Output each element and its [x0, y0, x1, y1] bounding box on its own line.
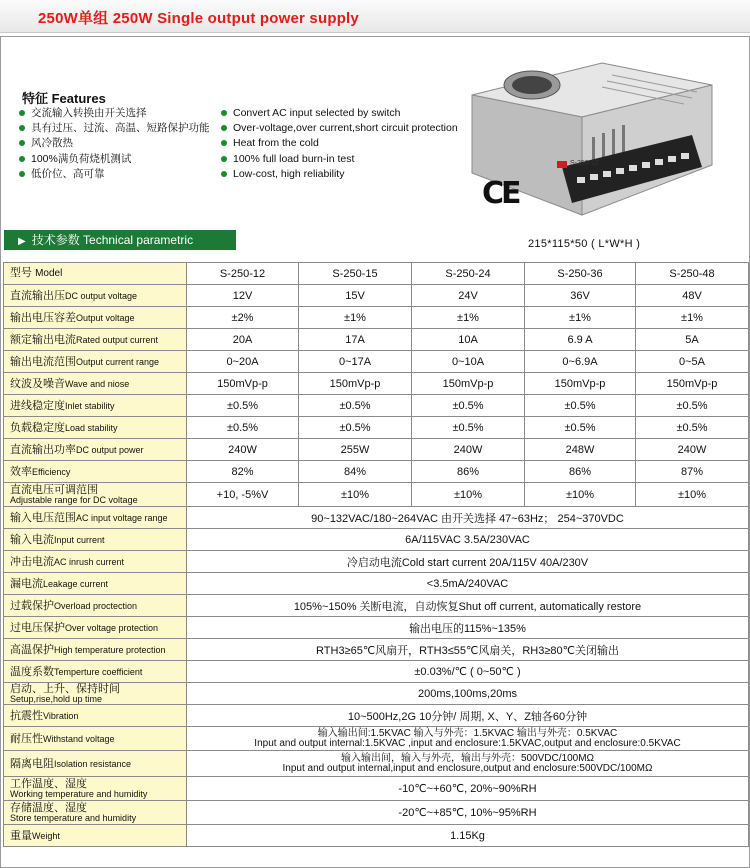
table-row — [4, 825, 749, 847]
value-cell: 15V — [299, 285, 412, 307]
row-label — [4, 751, 187, 777]
row-label-cn: 直流输出压 — [10, 289, 65, 302]
row-label — [4, 395, 187, 417]
row-label-cn: 存储温度、湿度 — [10, 801, 87, 814]
row-label-en: Store temperature and humidity — [10, 812, 137, 823]
value-cell: 82% — [187, 461, 299, 483]
value-cell: ±0.5% — [187, 395, 299, 417]
row-label — [4, 727, 187, 751]
row-label-en: Adjustable range for DC voltage — [10, 494, 138, 505]
value-cell: 36V — [525, 285, 636, 307]
row-label — [4, 507, 187, 529]
value-cell: 10A — [412, 329, 525, 351]
value-cell: 48V — [636, 285, 749, 307]
row-label — [4, 417, 187, 439]
table-row — [4, 573, 749, 595]
feature-item: 100%满负荷烧机测试 — [18, 152, 210, 167]
table-row — [4, 705, 749, 727]
feature-item: Over-voltage,over current,short circuit protection — [220, 121, 458, 136]
row-label — [4, 373, 187, 395]
value-cell: ±0.5% — [412, 395, 525, 417]
table-row — [4, 801, 749, 825]
value-cell: 87% — [636, 461, 749, 483]
row-label — [4, 683, 187, 705]
feature-item: Low-cost, high reliability — [220, 167, 458, 182]
row-label-en: Setup,rise,hold up time — [10, 693, 103, 704]
row-label — [4, 801, 187, 825]
row-label — [4, 483, 187, 507]
row-label-cn: 启动、上升、保持时间 — [10, 682, 120, 695]
value-cell: ±10% — [636, 483, 749, 507]
table-row — [4, 507, 749, 529]
feature-item: Heat from the cold — [220, 136, 458, 151]
value-cell: ±2% — [187, 307, 299, 329]
value-cell: 12V — [187, 285, 299, 307]
row-label-cn: 效率 — [10, 465, 32, 478]
value-cell: ±1% — [636, 307, 749, 329]
row-label-en: Model — [35, 268, 63, 279]
row-label-en: Load stability — [65, 422, 118, 433]
value-line: 输入输出间:1.5KVAC 输入与外壳：1.5KVAC 输出与外壳：0.5KVAC — [317, 727, 618, 739]
merged-value-cell: 输出电压的115%~135% — [187, 617, 749, 639]
value-cell: 0~6.9A — [525, 351, 636, 373]
table-row — [4, 439, 749, 461]
table-row — [4, 617, 749, 639]
model-cell: S-250-48 — [636, 263, 749, 285]
model-cell: S-250-15 — [299, 263, 412, 285]
merged-value-cell: -20℃~+85℃, 10%~95%RH — [187, 801, 749, 825]
row-label-cn: 温度系数 — [10, 665, 54, 678]
value-line: 输入输出间，输入与外壳，输出与外壳：500VDC/100MΩ — [340, 752, 595, 764]
value-line: Input and output internal:1.5KVAC ,input and enclosure:1.5KVAC,output and enclosure:0.5KVAC — [254, 737, 681, 749]
value-cell: ±10% — [299, 483, 412, 507]
row-label-en: Rated output current — [76, 334, 159, 345]
value-cell: 17A — [299, 329, 412, 351]
value-cell: 240W — [412, 439, 525, 461]
row-label — [4, 617, 187, 639]
table-row — [4, 483, 749, 507]
value-cell: 86% — [412, 461, 525, 483]
feature-item: 低价位、高可靠 — [18, 167, 210, 182]
row-label-en: High temperature protection — [54, 644, 166, 655]
value-cell: ±10% — [412, 483, 525, 507]
value-cell: 84% — [299, 461, 412, 483]
row-label — [4, 661, 187, 683]
table-row — [4, 595, 749, 617]
row-label — [4, 285, 187, 307]
row-label-en: Over voltage protection — [65, 622, 159, 633]
features-list-cn — [18, 106, 210, 182]
row-label-cn: 冲击电流 — [10, 555, 54, 568]
merged-value-cell — [187, 751, 749, 777]
page-banner — [0, 0, 750, 33]
row-label-cn: 工作温度、湿度 — [10, 777, 87, 790]
table-row — [4, 551, 749, 573]
merged-value-cell — [187, 727, 749, 751]
table-row — [4, 285, 749, 307]
merged-value-cell: -10℃~+60℃, 20%~90%RH — [187, 777, 749, 801]
row-label-cn: 重量 — [10, 829, 32, 842]
table-row — [4, 351, 749, 373]
merged-value-cell: <3.5mA/240VAC — [187, 573, 749, 595]
play-arrow-icon: ▶ — [18, 236, 26, 247]
table-row — [4, 727, 749, 751]
row-label-cn: 型号 — [10, 267, 32, 279]
value-cell: 150mVp-p — [187, 373, 299, 395]
spec-table-body — [4, 263, 749, 847]
row-label-cn: 耐压性 — [10, 732, 43, 745]
product-label: S-250-12 — [570, 160, 599, 167]
row-label-cn: 额定输出电流 — [10, 333, 76, 346]
value-cell: 0~20A — [187, 351, 299, 373]
row-label — [4, 777, 187, 801]
feature-item: 100% full load burn-in test — [220, 152, 458, 167]
row-label-cn: 过电压保护 — [10, 621, 65, 634]
value-cell: 150mVp-p — [299, 373, 412, 395]
feature-item: Convert AC input selected by switch — [220, 106, 458, 121]
value-cell: 240W — [187, 439, 299, 461]
features-list-en — [220, 106, 458, 182]
row-label-en: Input current — [54, 534, 105, 545]
value-cell: 0~17A — [299, 351, 412, 373]
value-cell: 6.9 A — [525, 329, 636, 351]
table-row — [4, 417, 749, 439]
row-label-cn: 纹波及噪音 — [10, 377, 65, 390]
row-label-en: Inlet stability — [65, 400, 115, 411]
row-label-en: Wave and niose — [65, 378, 130, 389]
value-cell: ±1% — [525, 307, 636, 329]
value-cell: ±1% — [299, 307, 412, 329]
row-label-en: Overload proctection — [54, 600, 138, 611]
row-label-en: DC output power — [76, 444, 144, 455]
row-label-en: Output current range — [76, 356, 160, 367]
value-cell: ±10% — [525, 483, 636, 507]
value-cell: ±0.5% — [525, 417, 636, 439]
value-cell: 150mVp-p — [525, 373, 636, 395]
row-label-en: Withstand voltage — [43, 733, 115, 744]
merged-value-cell: 冷启动电流Cold start current 20A/115V 40A/230V — [187, 551, 749, 573]
spec-table — [3, 262, 749, 847]
table-row — [4, 661, 749, 683]
value-cell: ±0.5% — [299, 417, 412, 439]
feature-item: 交流输入转换由开关选择 — [18, 106, 210, 121]
value-cell: 24V — [412, 285, 525, 307]
row-label — [4, 263, 187, 285]
feature-item: 具有过压、过流、高温、短路保护功能 — [18, 121, 210, 136]
row-label — [4, 307, 187, 329]
value-cell: 240W — [636, 439, 749, 461]
section-title: 技术参数 Technical parametric — [31, 233, 194, 247]
model-cell: S-250-12 — [187, 263, 299, 285]
value-cell: +10, -5%V — [187, 483, 299, 507]
row-label-en: AC input voltage range — [76, 512, 168, 523]
value-cell: ±0.5% — [412, 417, 525, 439]
table-row — [4, 683, 749, 705]
row-label-cn: 高温保护 — [10, 643, 54, 656]
table-row — [4, 307, 749, 329]
merged-value-cell: 200ms,100ms,20ms — [187, 683, 749, 705]
value-cell: 248W — [525, 439, 636, 461]
table-row — [4, 329, 749, 351]
feature-item: 风冷散热 — [18, 136, 210, 151]
row-label-en: AC inrush current — [54, 556, 125, 567]
value-cell: ±0.5% — [525, 395, 636, 417]
banner-title: 250W单组 250W Single output power supply — [38, 10, 359, 27]
value-cell: 0~5A — [636, 351, 749, 373]
row-label — [4, 551, 187, 573]
row-label — [4, 461, 187, 483]
features-title: 特征 Features — [22, 91, 106, 106]
ce-mark: CE — [482, 176, 519, 211]
row-label-cn: 输出电流范围 — [10, 355, 76, 368]
row-label — [4, 351, 187, 373]
row-label-en: DC output voltage — [65, 290, 138, 301]
merged-value-cell: 10~500Hz,2G 10分钟/ 周期, X、Y、Z轴各60分钟 — [187, 705, 749, 727]
row-label — [4, 573, 187, 595]
value-line: Input and output internal,input and enclosure,output and enclosure:500VDC/100MΩ — [282, 762, 653, 774]
row-label-cn: 进线稳定度 — [10, 399, 65, 412]
row-label-cn: 输入电压范围 — [10, 511, 76, 524]
row-label — [4, 529, 187, 551]
row-label-en: Temperture coefficient — [54, 666, 143, 677]
row-label-cn: 直流电压可调范围 — [10, 483, 98, 496]
row-label-en: Efficiency — [32, 466, 71, 477]
merged-value-cell: 90~132VAC/180~264VAC 由开关选择 47~63Hz； 254~370VDC — [187, 507, 749, 529]
merged-value-cell: 105%~150% 关断电流，自动恢复Shut off current, automatically restore — [187, 595, 749, 617]
value-cell: 150mVp-p — [412, 373, 525, 395]
table-row — [4, 777, 749, 801]
table-row — [4, 639, 749, 661]
table-row — [4, 373, 749, 395]
value-cell: 5A — [636, 329, 749, 351]
row-label-cn: 漏电流 — [10, 577, 43, 590]
value-cell: 255W — [299, 439, 412, 461]
row-label-cn: 输入电流 — [10, 533, 54, 546]
row-label — [4, 705, 187, 727]
row-label-cn: 过载保护 — [10, 599, 54, 612]
row-label-en: Weight — [32, 830, 60, 841]
merged-value-cell: ±0.03%/℃ ( 0~50℃ ) — [187, 661, 749, 683]
value-cell: 0~10A — [412, 351, 525, 373]
table-row — [4, 751, 749, 777]
row-label-en: Isolation resistance — [54, 758, 132, 769]
row-label-cn: 直流输出功率 — [10, 443, 76, 456]
section-header — [4, 230, 236, 250]
value-cell: ±1% — [412, 307, 525, 329]
model-cell: S-250-36 — [525, 263, 636, 285]
value-cell: 86% — [525, 461, 636, 483]
dimensions-label: 215*115*50 ( L*W*H ) — [528, 238, 641, 250]
value-cell: 20A — [187, 329, 299, 351]
row-label-cn: 隔离电阻 — [10, 757, 54, 770]
row-label-en: Leakage current — [43, 578, 109, 589]
value-cell: ±0.5% — [636, 395, 749, 417]
row-label-en: Output voltage — [76, 312, 135, 323]
merged-value-cell: RTH3≥65℃风扇开，RTH3≤55℃风扇关，RH3≥80℃关闭输出 — [187, 639, 749, 661]
row-label-en: Working temperature and humidity — [10, 788, 148, 799]
value-cell: 150mVp-p — [636, 373, 749, 395]
value-cell: ±0.5% — [299, 395, 412, 417]
model-cell: S-250-24 — [412, 263, 525, 285]
row-label — [4, 439, 187, 461]
merged-value-cell: 6A/115VAC 3.5A/230VAC — [187, 529, 749, 551]
value-cell: ±0.5% — [636, 417, 749, 439]
table-row — [4, 461, 749, 483]
row-label-en: Vibration — [43, 710, 79, 721]
row-label-cn: 抗震性 — [10, 709, 43, 722]
table-row — [4, 263, 749, 285]
row-label — [4, 595, 187, 617]
row-label — [4, 639, 187, 661]
row-label — [4, 825, 187, 847]
row-label — [4, 329, 187, 351]
value-cell: ±0.5% — [187, 417, 299, 439]
row-label-cn: 输出电压容差 — [10, 311, 76, 324]
row-label-cn: 负载稳定度 — [10, 421, 65, 434]
table-row — [4, 529, 749, 551]
table-row — [4, 395, 749, 417]
merged-value-cell: 1.15Kg — [187, 825, 749, 847]
